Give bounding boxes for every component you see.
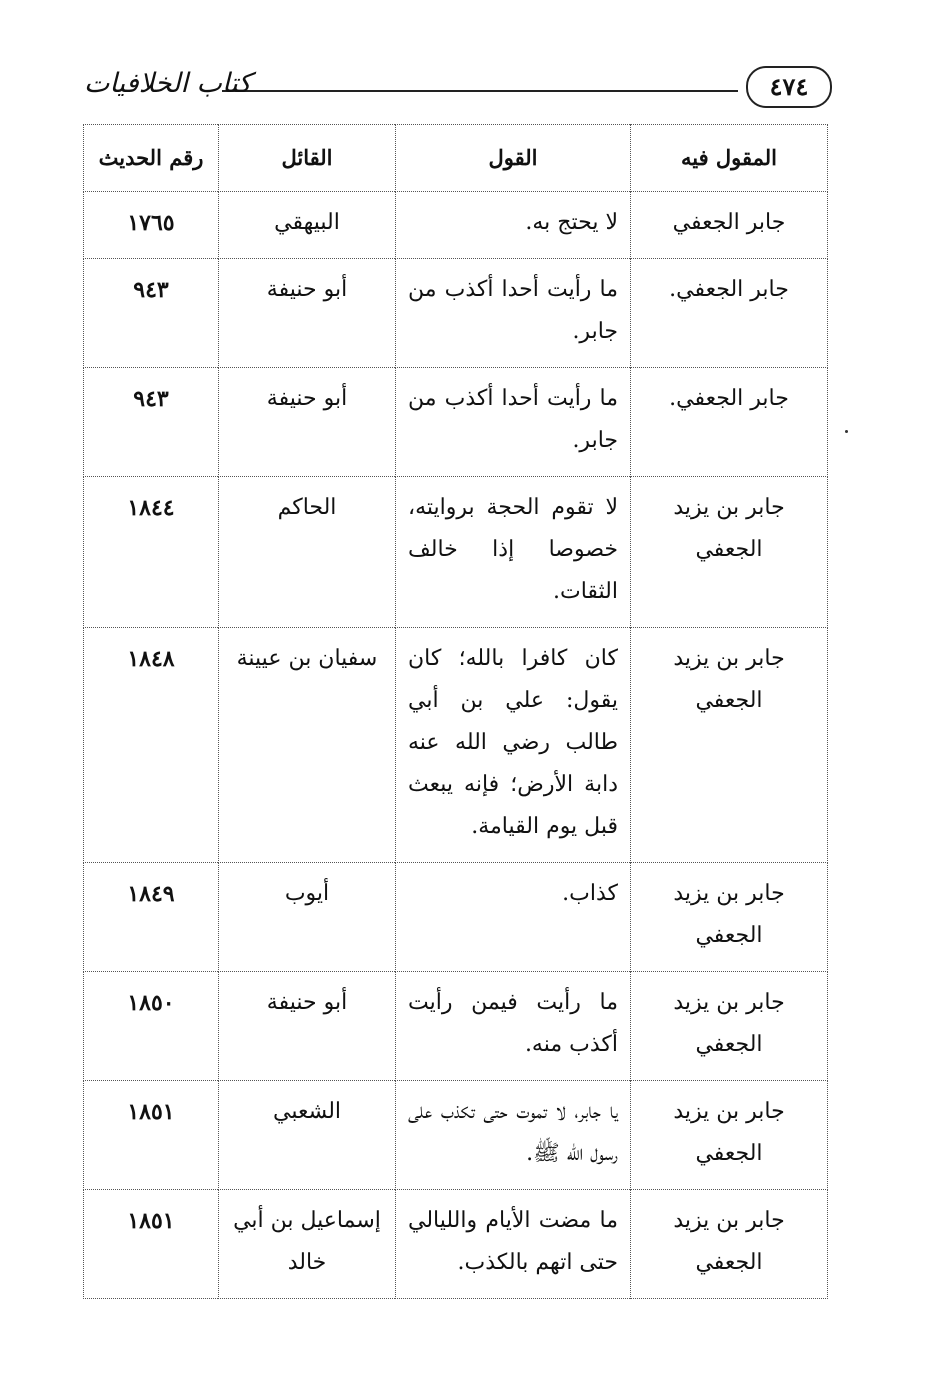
cell-saying: ما رأيت فيمن رأيت أكذب منه. — [396, 972, 631, 1081]
cell-number: ١٨٤٩ — [84, 863, 219, 972]
cell-saying: ما رأيت أحدا أكذب من جابر. — [396, 259, 631, 368]
cell-saying: لا يحتج به. — [396, 192, 631, 259]
table-row — [84, 1190, 828, 1299]
cell-sayer: سفيان بن عيينة — [219, 628, 396, 863]
cell-saying: كان كافرا بالله؛ كان يقول: علي بن أبي طالب رضي الله عنه دابة الأرض؛ فإنه يبعث قبل يوم القيامة. — [396, 628, 631, 863]
column-header-saying: القول — [396, 125, 631, 192]
cell-subject: جابر بن يزيد الجعفي — [631, 477, 828, 628]
cell-subject: جابر بن يزيد الجعفي — [631, 1081, 828, 1190]
table-row — [84, 477, 828, 628]
cell-number: ١٨٥١ — [84, 1190, 219, 1299]
column-header-number: رقم الحديث — [84, 125, 219, 192]
header-rule — [222, 90, 738, 92]
cell-sayer: أبو حنيفة — [219, 368, 396, 477]
cell-saying: كذاب. — [396, 863, 631, 972]
page-number: ٤٧٤ — [746, 66, 832, 108]
cell-sayer: أبو حنيفة — [219, 972, 396, 1081]
table-row — [84, 972, 828, 1081]
cell-number: ١٧٦٥ — [84, 192, 219, 259]
cell-subject: جابر بن يزيد الجعفي — [631, 628, 828, 863]
table-header-row — [84, 125, 828, 192]
cell-number: ١٨٥٠ — [84, 972, 219, 1081]
cell-saying: لا تقوم الحجة بروايته، خصوصا إذا خالف الثقات. — [396, 477, 631, 628]
margin-mark — [845, 430, 848, 433]
cell-subject: جابر بن يزيد الجعفي — [631, 863, 828, 972]
cell-subject: جابر بن يزيد الجعفي — [631, 1190, 828, 1299]
cell-sayer: أبو حنيفة — [219, 259, 396, 368]
table-row — [84, 192, 828, 259]
book-title: كتاب الخلافيات — [84, 68, 252, 99]
table-row — [84, 259, 828, 368]
table-row — [84, 368, 828, 477]
cell-saying: يا جابر، لا تموت حتى تكذب على رسول الله ﷺ. — [396, 1081, 631, 1190]
cell-sayer: الشعبي — [219, 1081, 396, 1190]
column-header-subject: المقول فيه — [631, 125, 828, 192]
column-header-sayer: القائل — [219, 125, 396, 192]
cell-sayer: البيهقي — [219, 192, 396, 259]
cell-saying: ما مضت الأيام والليالي حتى اتهم بالكذب. — [396, 1190, 631, 1299]
cell-number: ٩٤٣ — [84, 259, 219, 368]
cell-number: ١٨٥١ — [84, 1081, 219, 1190]
cell-sayer: أيوب — [219, 863, 396, 972]
cell-subject: جابر الجعفي — [631, 192, 828, 259]
table-row — [84, 863, 828, 972]
table-row — [84, 628, 828, 863]
page-header — [84, 62, 838, 116]
cell-number: ١٨٤٤ — [84, 477, 219, 628]
cell-subject: جابر بن يزيد الجعفي — [631, 972, 828, 1081]
cell-subject: جابر الجعفي. — [631, 259, 828, 368]
cell-number: ١٨٤٨ — [84, 628, 219, 863]
cell-number: ٩٤٣ — [84, 368, 219, 477]
cell-subject: جابر الجعفي. — [631, 368, 828, 477]
cell-saying: ما رأيت أحدا أكذب من جابر. — [396, 368, 631, 477]
cell-sayer: الحاكم — [219, 477, 396, 628]
table-row — [84, 1081, 828, 1190]
cell-sayer: إسماعيل بن أبي خالد — [219, 1190, 396, 1299]
narrators-table — [92, 124, 828, 1299]
